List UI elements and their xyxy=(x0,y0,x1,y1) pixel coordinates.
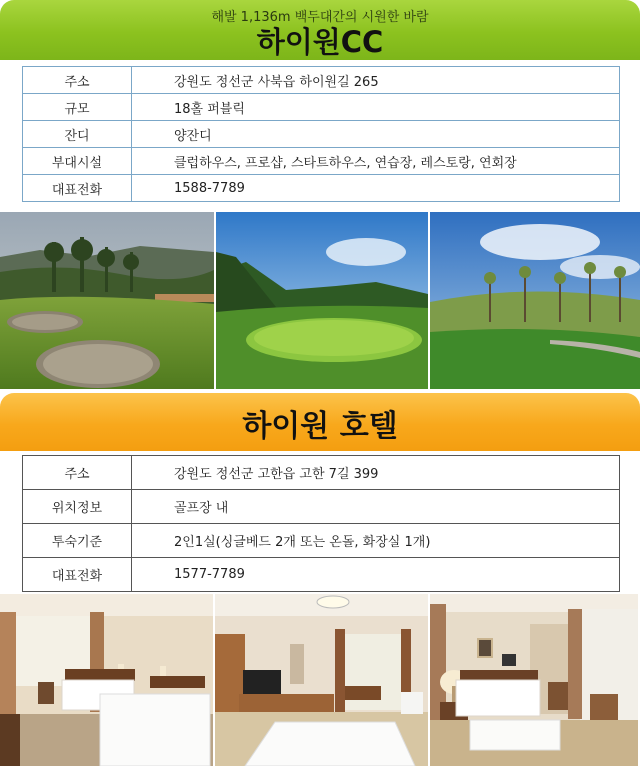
row-value: 강원도 정선군 고한읍 고한 7길 399 xyxy=(132,456,620,490)
table-row xyxy=(23,490,620,524)
hotel-tv-room-photo xyxy=(215,594,428,766)
row-value: 양잔디 xyxy=(132,121,620,148)
hotel-info-table xyxy=(22,455,620,592)
row-value: 1577-7789 xyxy=(132,558,620,592)
golf-photo-strip xyxy=(0,212,640,389)
row-label: 잔디 xyxy=(23,121,132,148)
row-label: 위치정보 xyxy=(23,490,132,524)
row-label: 부대시설 xyxy=(23,148,132,175)
golf-green-photo xyxy=(216,212,428,389)
table-row xyxy=(23,94,620,121)
row-value: 1588-7789 xyxy=(132,175,620,202)
hotel-photo-strip xyxy=(0,594,640,766)
row-label: 대표전화 xyxy=(23,558,132,592)
row-label: 투숙기준 xyxy=(23,524,132,558)
row-value: 클럽하우스, 프로샵, 스타트하우스, 연습장, 레스토랑, 연회장 xyxy=(132,148,620,175)
table-row xyxy=(23,524,620,558)
hotel-title: 하이원 호텔 xyxy=(242,409,398,444)
golf-fairway-photo xyxy=(430,212,640,389)
table-row xyxy=(23,456,620,490)
table-row xyxy=(23,121,620,148)
row-value: 골프장 내 xyxy=(132,490,620,524)
table-row xyxy=(23,175,620,202)
hotel-twin-room-photo xyxy=(0,594,213,766)
hotel-banner xyxy=(0,393,640,451)
golf-tagline: 해발 1,136m 백두대간의 시원한 바람 xyxy=(211,10,429,25)
row-label: 규모 xyxy=(23,94,132,121)
table-row xyxy=(23,558,620,592)
row-label: 대표전화 xyxy=(23,175,132,202)
row-value: 18홀 퍼블릭 xyxy=(132,94,620,121)
hotel-double-room-photo xyxy=(430,594,638,766)
row-value: 2인1실(싱글베드 2개 또는 온돌, 화장실 1개) xyxy=(132,524,620,558)
golf-info-table xyxy=(22,66,620,202)
table-row xyxy=(23,67,620,94)
row-label: 주소 xyxy=(23,456,132,490)
golf-title: 하이원CC xyxy=(256,25,384,59)
row-label: 주소 xyxy=(23,67,132,94)
golf-banner xyxy=(0,0,640,60)
golf-bunker-photo xyxy=(0,212,214,389)
table-row xyxy=(23,148,620,175)
row-value: 강원도 정선군 사북읍 하이원길 265 xyxy=(132,67,620,94)
